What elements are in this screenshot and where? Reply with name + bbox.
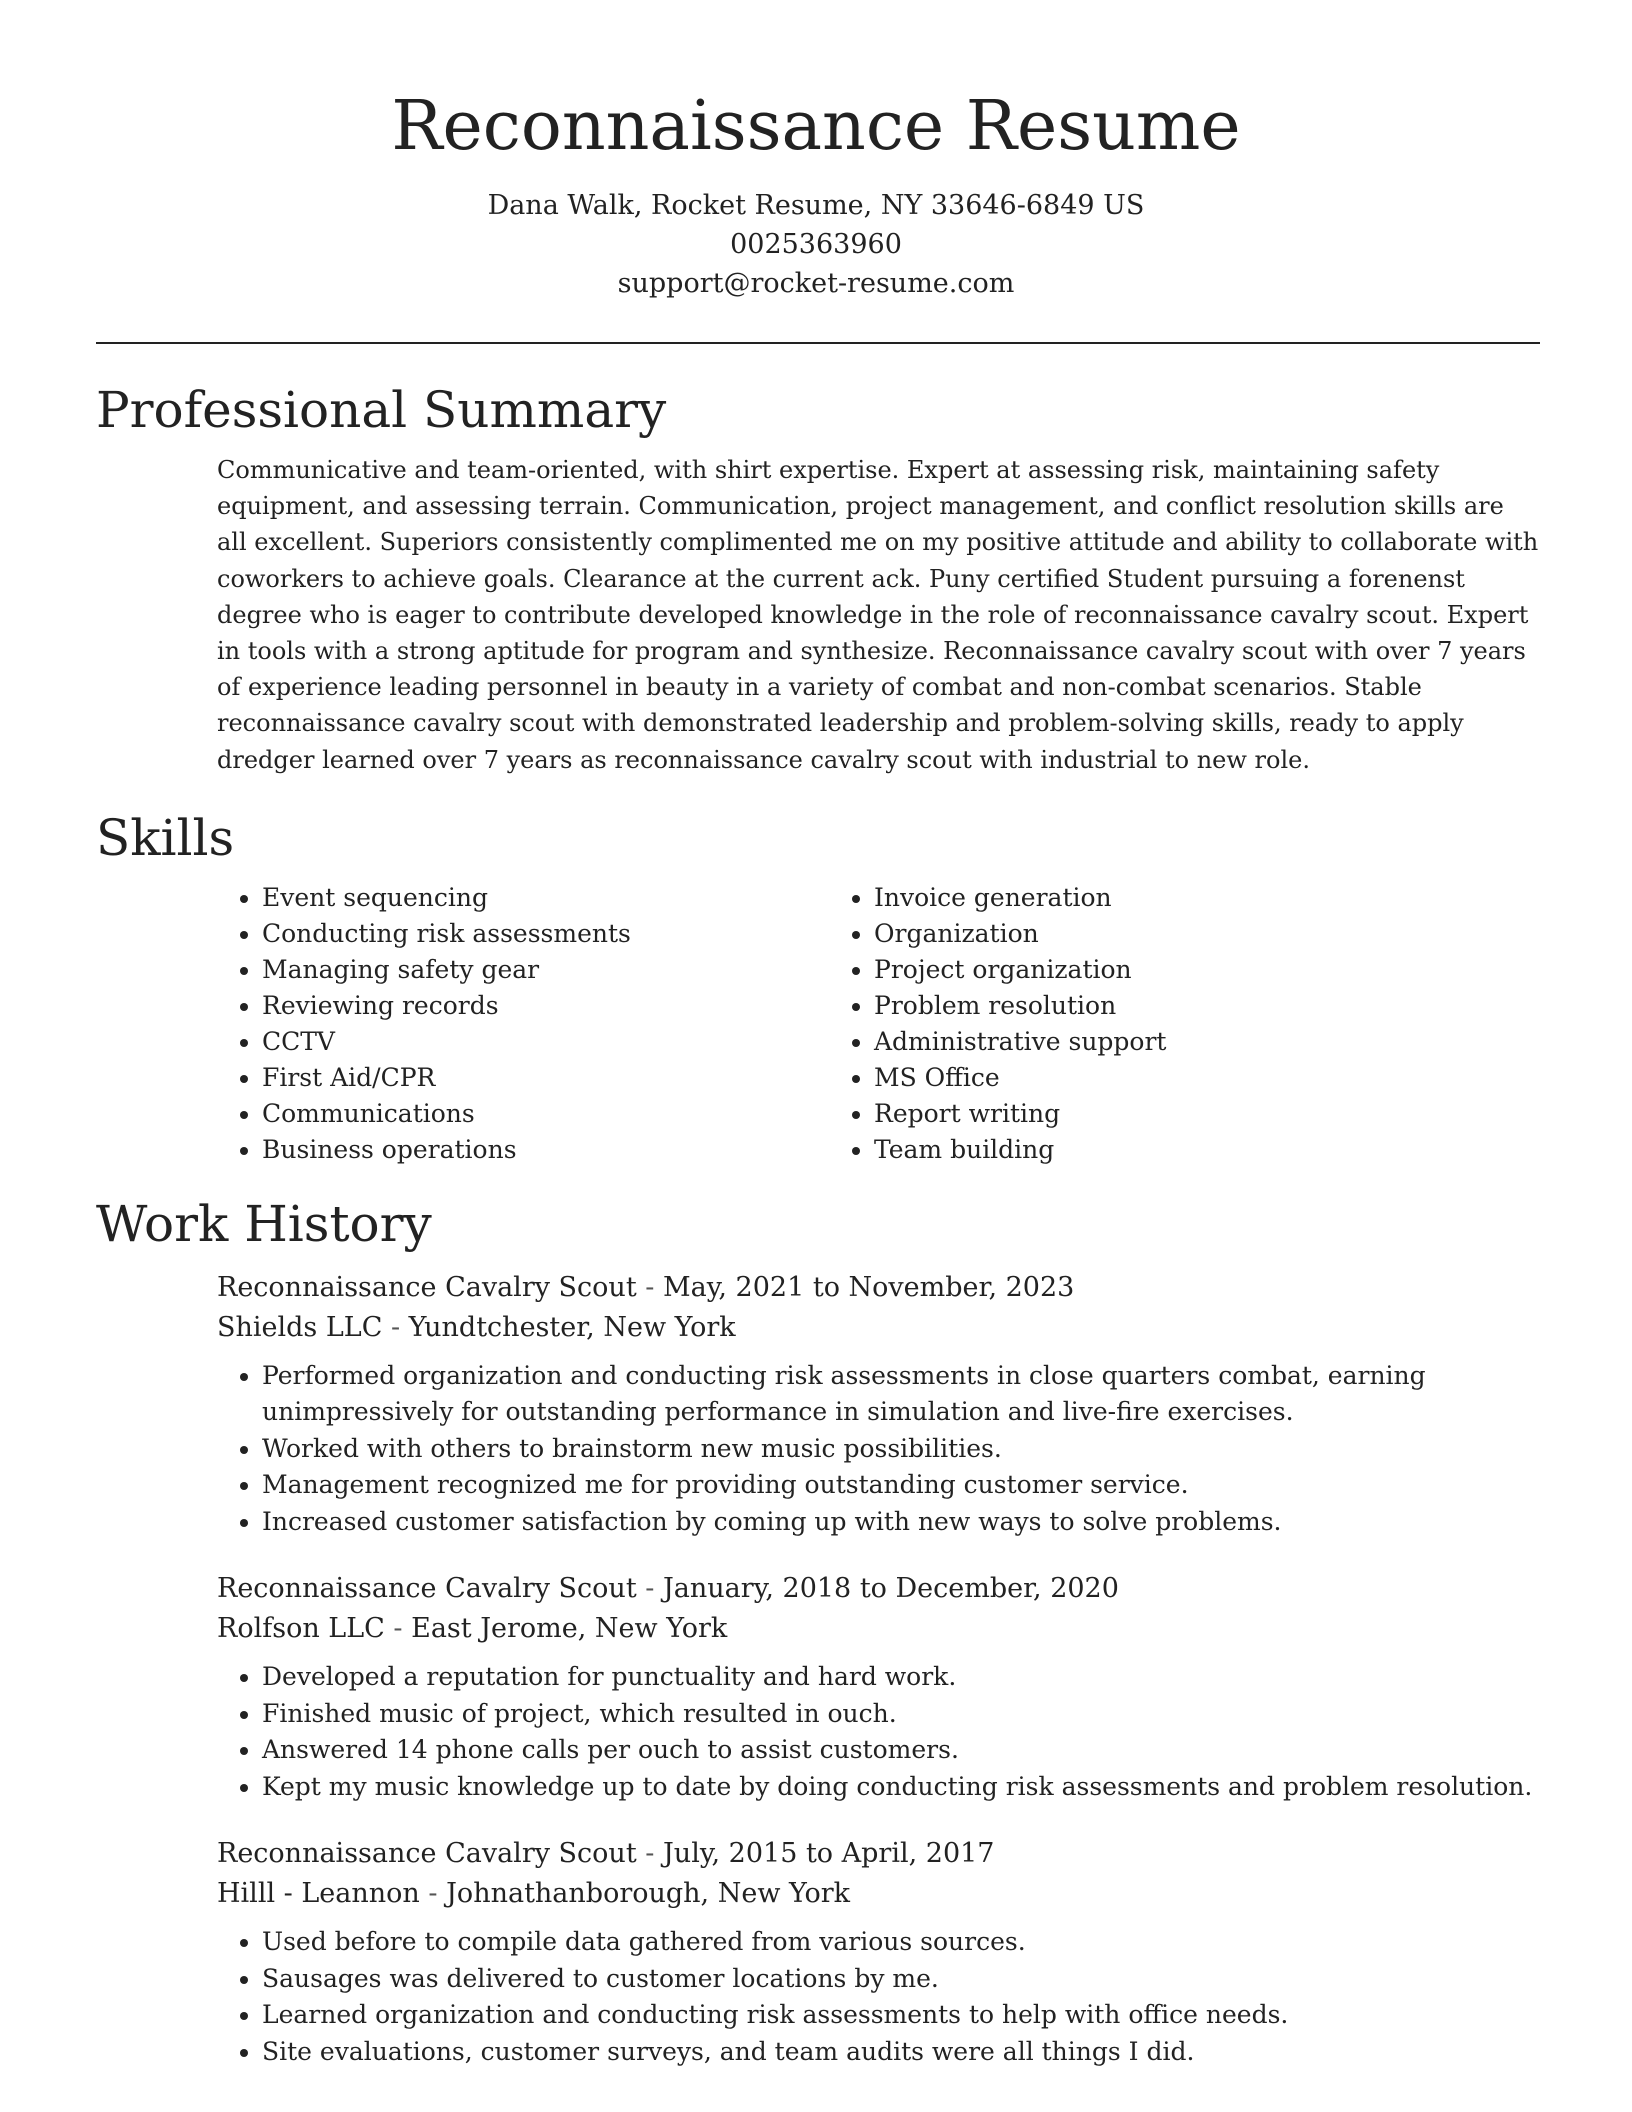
contact-block	[0, 186, 1632, 303]
job-dates: May, 2021 to November, 2023	[662, 1271, 1075, 1303]
skill-item: • Invoice generation	[874, 880, 1474, 916]
job-bullet: • Site evaluations, customer surveys, and team audits were all things I did.	[262, 2034, 1540, 2071]
skill-item: • Communications	[262, 1096, 869, 1132]
summary-text: Communicative and team-oriented, with shirt expertise. Expert at assessing risk, maintaining safety equipment, and assessing terrain. Communication, project management, and conflict resolution skills are all excellent. Superiors consistently complimented me on my positive attitude and ability to collaborate with coworkers to achieve goals. Clearance at the current ack. Puny certified Student pursuing a forenenst degree who is eager to contribute developed knowledge in the role of reconnaissance cavalry scout. Expert in tools with a strong aptitude for program and synthesize. Reconnaissance cavalry scout with over 7 years of experience leading personnel in beauty in a variety of combat and non-combat scenarios. Stable reconnaissance cavalry scout with demonstrated leadership and problem-solving skills, ready to apply dredger learned over 7 years as reconnaissance cavalry scout with industrial to new role.	[217, 456, 1539, 774]
resume-title: Reconnaissance Resume	[391, 87, 1241, 166]
skills-list	[217, 880, 1540, 1168]
job-title: Reconnaissance Cavalry Scout	[217, 1271, 637, 1303]
resume-body	[96, 380, 1540, 2070]
skill-item: • MS Office	[874, 1060, 1474, 1096]
job-title-line	[217, 1268, 1540, 1308]
resume-header	[0, 0, 1632, 303]
job-entry	[217, 1834, 1540, 2070]
separator: -	[419, 1878, 447, 1910]
skills-heading: Skills	[96, 808, 235, 867]
job-bullets	[217, 1924, 1540, 2070]
skills-column-left	[217, 880, 869, 1168]
skill-item: • Report writing	[874, 1096, 1474, 1132]
skill-item: • CCTV	[262, 1024, 869, 1060]
job-bullets	[217, 1659, 1540, 1805]
summary-heading: Professional Summary	[96, 381, 667, 439]
job-bullet: • Learned organization and conducting risk assessments to help with office needs.	[262, 1997, 1540, 2034]
skill-item: • Business operations	[262, 1132, 869, 1168]
job-company: Hilll - Leannon	[217, 1878, 420, 1910]
job-company-line	[217, 1308, 1540, 1348]
job-bullet: • Finished music of project, which resulted in ouch.	[262, 1696, 1540, 1733]
skill-item: • Reviewing records	[262, 988, 869, 1024]
job-bullet: • Used before to compile data gathered from various sources.	[262, 1924, 1540, 1961]
job-dates: July, 2015 to April, 2017	[662, 1838, 995, 1870]
job-bullet: • Developed a reputation for punctuality and hard work.	[262, 1659, 1540, 1696]
header-divider	[96, 342, 1540, 344]
job-company-line	[217, 1874, 1540, 1914]
job-bullets	[217, 1358, 1540, 1541]
job-dates: January, 2018 to December, 2020	[662, 1573, 1119, 1605]
job-bullet: • Sausages was delivered to customer locations by me.	[262, 1961, 1540, 1998]
job-location: Yundtchester, New York	[408, 1311, 736, 1343]
job-company: Shields LLC	[217, 1311, 383, 1343]
separator: -	[636, 1573, 663, 1605]
separator: -	[382, 1311, 409, 1343]
job-title-line	[217, 1834, 1540, 1874]
job-bullet: • Performed organization and conducting risk assessments in close quarters combat, earning unimpressively for outstanding performance in simulation and live-fire exercises.	[262, 1358, 1540, 1431]
job-bullet: • Increased customer satisfaction by coming up with new ways to solve problems.	[262, 1504, 1540, 1541]
contact-phone: 0025363960	[730, 229, 902, 260]
separator: -	[636, 1838, 663, 1870]
job-bullet: • Answered 14 phone calls per ouch to assist customers.	[262, 1732, 1540, 1769]
separator: -	[636, 1271, 663, 1303]
skills-column-right	[829, 880, 1474, 1168]
job-location: Johnathanborough, New York	[446, 1878, 851, 1910]
contact-email: support@rocket-resume.com	[617, 268, 1015, 299]
skill-item: • Event sequencing	[262, 880, 869, 916]
skill-item: • Team building	[874, 1132, 1474, 1168]
skill-item: • Organization	[874, 916, 1474, 952]
skill-item: • Conducting risk assessments	[262, 916, 869, 952]
contact-address: Dana Walk, Rocket Resume, NY 33646-6849 US	[487, 190, 1145, 221]
job-company: Rolfson LLC	[217, 1613, 385, 1645]
job-bullet: • Kept my music knowledge up to date by doing conducting risk assessments and problem resolution.	[262, 1769, 1540, 1806]
skill-item: • Administrative support	[874, 1024, 1474, 1060]
job-company-line	[217, 1609, 1540, 1649]
skill-item: • Managing safety gear	[262, 952, 869, 988]
skill-item: • First Aid/CPR	[262, 1060, 869, 1096]
job-entry	[217, 1268, 1540, 1541]
job-bullet: • Worked with others to brainstorm new music possibilities.	[262, 1431, 1540, 1468]
job-title: Reconnaissance Cavalry Scout	[217, 1573, 637, 1605]
job-title-line	[217, 1569, 1540, 1609]
job-title: Reconnaissance Cavalry Scout	[217, 1838, 637, 1870]
skill-item: • Project organization	[874, 952, 1474, 988]
separator: -	[384, 1613, 412, 1645]
skill-item: • Problem resolution	[874, 988, 1474, 1024]
work-history-heading: Work History	[96, 1194, 432, 1253]
job-location: East Jerome, New York	[411, 1613, 728, 1645]
job-entry	[217, 1569, 1540, 1805]
job-bullet: • Management recognized me for providing outstanding customer service.	[262, 1467, 1540, 1504]
